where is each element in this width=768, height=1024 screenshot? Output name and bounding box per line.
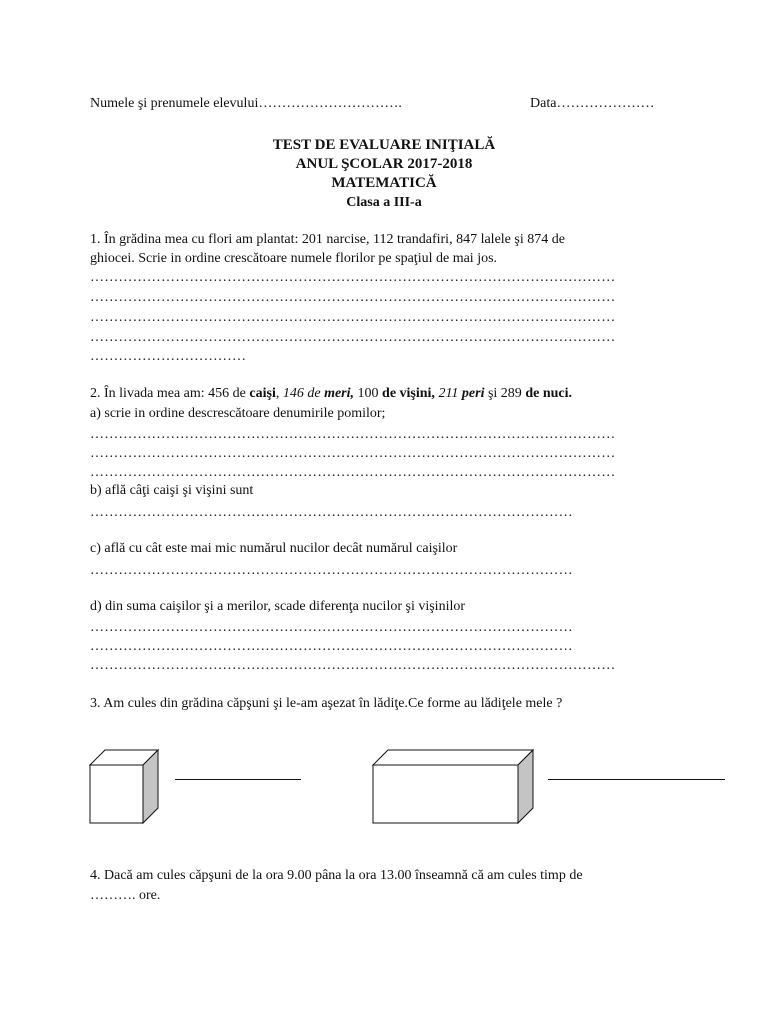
q2-text-part: şi 289	[484, 386, 526, 401]
q2a-answer-line-3[interactable]: …………………………………………………………………………………………………	[90, 465, 616, 480]
q1-answer-line-2[interactable]: …………………………………………………………………………………………………	[90, 290, 616, 305]
student-name-label: Numele şi prenumele elevului	[90, 96, 259, 111]
q2-peri: peri	[461, 386, 485, 401]
cuboid-shape-icon	[368, 745, 536, 825]
school-year-title: ANUL ŞCOLAR 2017-2018	[295, 156, 473, 172]
q1-answer-line-1[interactable]: …………………………………………………………………………………………………	[90, 270, 616, 285]
student-name-dots: ………………………….	[258, 96, 402, 111]
q2-peri-count: 211	[438, 386, 462, 401]
cube-answer-line[interactable]	[175, 779, 301, 780]
student-name-line	[90, 94, 402, 114]
q4-text-line1: 4. Dacă am cules căpşuni de la ora 9.00 pâna la ora 13.00 înseamnă că am cules timp de	[90, 868, 583, 883]
q1-answer-line-5[interactable]: ……………………………	[90, 349, 247, 364]
q2c-text: c) află cu cât este mai mic numărul nucilor decât numărul caişilor	[90, 541, 458, 556]
q2-meri: meri,	[324, 386, 355, 401]
q2a-text: a) scrie in ordine descrescătoare denumirile pomilor;	[90, 406, 386, 421]
q2d-answer-line-3[interactable]: …………………………………………………………………………………………………	[90, 658, 616, 673]
q4-text-line2: ………. ore.	[90, 888, 161, 903]
q1-text-line2: ghiocei. Scrie in ordine crescătoare numele florilor pe spaţiul de mai jos.	[90, 251, 498, 266]
q2d-answer-line-2[interactable]: …………………………………………………………………………………………	[90, 639, 573, 654]
q3-text: 3. Am cules din grădina căpşuni şi le-am aşezat în lădiţe.Ce forme au lădiţele mele ?	[90, 696, 563, 711]
q2d-text: d) din suma caişilor şi a merilor, scade diferenţa nucilor şi vişinilor	[90, 599, 466, 614]
q2-text-part: 100	[354, 386, 383, 401]
date-label: Data	[530, 96, 557, 111]
date-line	[530, 94, 654, 114]
cuboid-answer-line[interactable]	[548, 779, 725, 780]
q2b-text: b) află câţi caişi şi vişini sunt	[90, 483, 254, 498]
q1-text-line1: 1. În grădina mea cu flori am plantat: 201 narcise, 112 trandafiri, 847 lalele şi 874 de	[90, 232, 565, 247]
cube-shape-icon	[85, 745, 165, 825]
q2a-answer-line-1[interactable]: …………………………………………………………………………………………………	[90, 427, 616, 442]
q2d-answer-line-1[interactable]: …………………………………………………………………………………………	[90, 620, 573, 635]
q2-text	[90, 384, 572, 404]
q2-text-part: ,	[275, 386, 283, 401]
q2-visini: de vişini,	[382, 386, 435, 401]
q1-answer-line-4[interactable]: …………………………………………………………………………………………………	[90, 330, 616, 345]
q2b-answer-line[interactable]: …………………………………………………………………………………………	[90, 505, 573, 520]
q2-text-part: 2. În livada mea am: 456 de	[90, 386, 250, 401]
subject-title: MATEMATICĂ	[331, 175, 437, 191]
q2-meri-count: 146 de	[282, 386, 325, 401]
test-title: TEST DE EVALUARE INIŢIALĂ	[272, 137, 496, 153]
q2-caisi: caişi	[249, 386, 276, 401]
q1-answer-line-3[interactable]: …………………………………………………………………………………………………	[90, 310, 616, 325]
q2c-answer-line[interactable]: …………………………………………………………………………………………	[90, 563, 573, 578]
class-title: Clasa a III-a	[346, 195, 422, 210]
q2a-answer-line-2[interactable]: …………………………………………………………………………………………………	[90, 446, 616, 461]
q2-nuci: de nuci.	[525, 386, 572, 401]
date-dots: …………………	[556, 96, 655, 111]
